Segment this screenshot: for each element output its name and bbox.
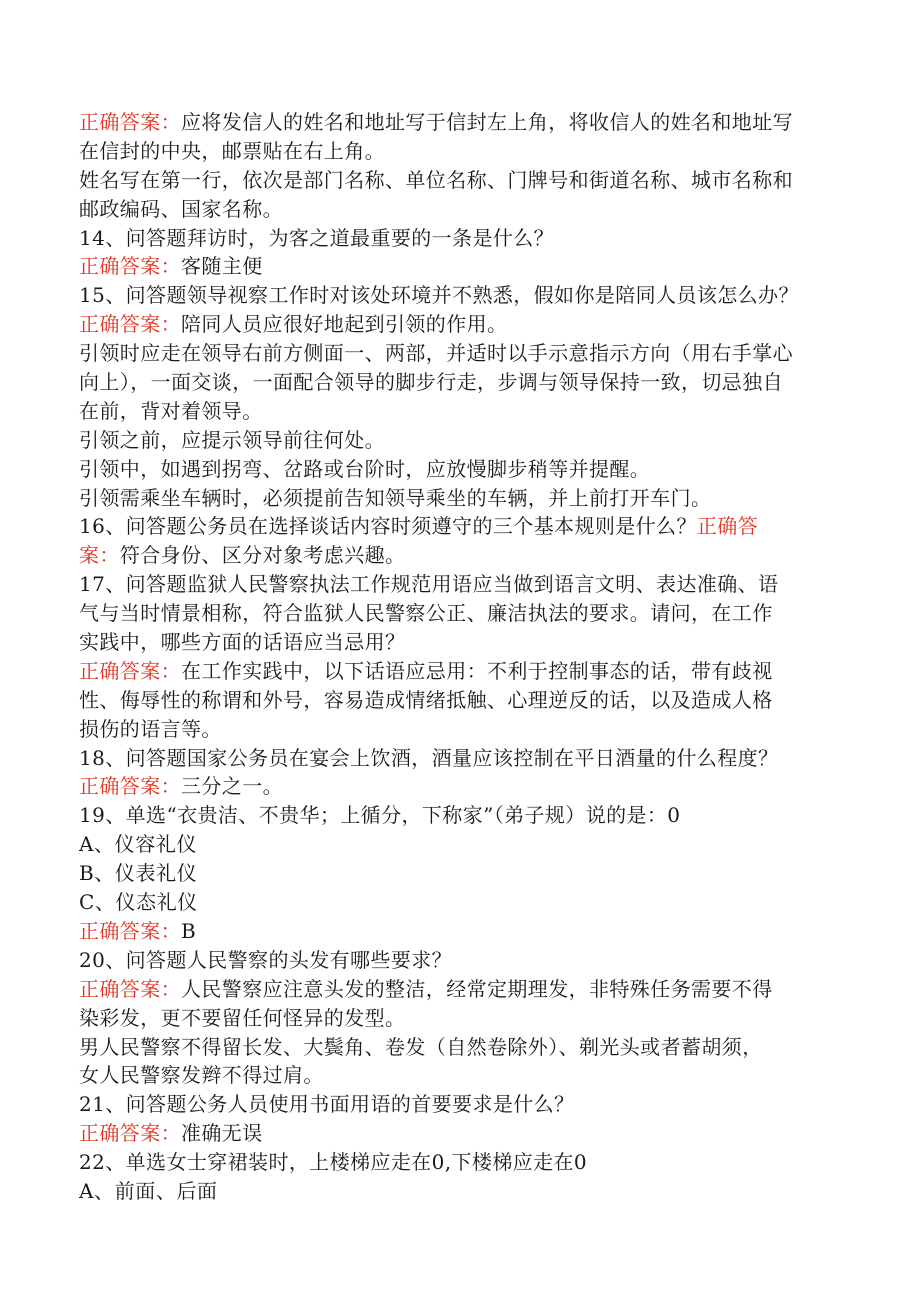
line-text: 陪同人员应很好地起到引领的作用。 <box>181 312 508 337</box>
answer-line <box>79 975 839 1004</box>
answer-line <box>79 917 839 946</box>
answer-label: 正确答案： <box>79 918 181 943</box>
line-text: 三分之一。 <box>181 774 283 799</box>
line-text: 姓名写在第一行，依次是部门名称、单位名称、门牌号和街道名称、城市名称和 <box>79 167 793 192</box>
text-line <box>79 744 839 773</box>
line-text: 气与当时情景相称，符合监狱人民警察公正、廉洁执法的要求。请问，在工作 <box>79 601 773 626</box>
answer-label: 正确答案： <box>79 1121 181 1146</box>
text-line <box>79 1090 839 1119</box>
line-text: 向上），一面交谈，一面配合领导的脚步行走，步调与领导保持一致，切忌独自 <box>79 370 783 395</box>
text-line <box>79 484 839 513</box>
text-line <box>79 224 839 253</box>
text-line <box>79 715 839 744</box>
line-text: 20、问答题人民警察的头发有哪些要求？ <box>79 947 453 972</box>
answer-label: 案： <box>79 543 120 568</box>
line-text: C、仪态礼仪 <box>79 890 198 915</box>
text-line <box>79 570 839 599</box>
line-text: 引领中，如遇到拐弯、岔路或台阶时，应放慢脚步稍等并提醒。 <box>79 456 651 481</box>
line-text: 应将发信人的姓名和地址写于信封左上角，将收信人的姓名和地址写 <box>181 110 793 134</box>
answer-label: 正确答案： <box>79 254 181 279</box>
line-text: A、仪容礼仪 <box>79 832 198 857</box>
text-line <box>79 166 839 195</box>
document-page <box>79 108 839 1206</box>
answer-label: 正确答 <box>696 514 759 539</box>
answer-label: 正确答案： <box>79 976 181 1001</box>
line-text: 损伤的语言等。 <box>79 716 222 741</box>
answer-line <box>79 772 839 801</box>
text-line <box>79 686 839 715</box>
line-text: 人民警察应注意头发的整洁，经常定期理发，非特殊任务需要不得 <box>181 976 773 1001</box>
text-line <box>79 1004 839 1033</box>
line-text: 14、问答题拜访时，为客之道最重要的一条是什么？ <box>79 225 555 250</box>
line-text: 21、问答题公务人员使用书面用语的首要要求是什么？ <box>79 1092 575 1117</box>
line-text: 15、问答题领导视察工作时对该处环境并不熟悉，假如你是陪同人员该怎么办？ <box>79 283 799 308</box>
line-text: 16、问答题公务员在选择谈话内容时须遵守的三个基本规则是什么？ <box>79 514 697 539</box>
text-line <box>79 1033 839 1062</box>
option-line <box>79 830 839 859</box>
line-text: 邮政编码、国家名称。 <box>79 196 283 221</box>
text-line <box>79 1148 839 1177</box>
option-line <box>79 859 839 888</box>
line-text: 在信封的中央，邮票贴在右上角。 <box>79 138 385 163</box>
answer-line <box>79 657 839 686</box>
line-text: 引领需乘坐车辆时，必须提前告知领导乘坐的车辆，并上前打开车门。 <box>79 485 712 510</box>
line-text: B <box>181 918 197 943</box>
line-text: 符合身份、区分对象考虑兴趣。 <box>119 543 406 568</box>
line-text: 女人民警察发辫不得过肩。 <box>79 1063 324 1088</box>
text-line <box>79 512 839 541</box>
text-line <box>79 137 839 166</box>
text-line <box>79 599 839 628</box>
line-text: 准确无误 <box>181 1121 263 1146</box>
line-text: 男人民警察不得留长发、大鬓角、卷发（自然卷除外）、剃光头或者蓄胡须， <box>79 1034 763 1059</box>
text-line <box>79 195 839 224</box>
text-line <box>79 801 839 830</box>
line-text: 引领之前，应提示领导前往何处。 <box>79 427 385 452</box>
answer-line <box>79 252 839 281</box>
line-text: 引领时应走在领导右前方侧面一、两部，并适时以手示意指示方向（用右手掌心 <box>79 341 793 366</box>
text-line <box>79 397 839 426</box>
line-text: 在前，背对着领导。 <box>79 398 263 423</box>
text-line <box>79 946 839 975</box>
line-text: B、仪表礼仪 <box>79 861 198 886</box>
line-text: 19、单选“衣贵洁、不贵华；上循分，下称家”（弟子规）说的是：0 <box>79 803 681 828</box>
text-line <box>79 628 839 657</box>
option-line <box>79 888 839 917</box>
answer-label: 正确答案： <box>79 312 181 337</box>
text-line <box>79 426 839 455</box>
line-text: 实践中，哪些方面的话语应当忌用？ <box>79 630 406 655</box>
answer-label: 正确答案： <box>79 658 181 683</box>
line-text: 在工作实践中，以下话语应忌用：不利于控制事态的话，带有歧视 <box>181 658 773 683</box>
answer-line <box>79 541 839 570</box>
text-line <box>79 1061 839 1090</box>
line-text: 18、问答题国家公务员在宴会上饮酒，酒量应该控制在平日酒量的什么程度？ <box>79 745 779 770</box>
answer-line <box>79 1119 839 1148</box>
line-text: 染彩发，更不要留任何怪异的发型。 <box>79 1005 406 1030</box>
line-text: 22、单选女士穿裙装时，上楼梯应走在0,下楼梯应走在0 <box>79 1150 588 1175</box>
text-line <box>79 455 839 484</box>
answer-label: 正确答案： <box>79 774 181 799</box>
answer-line <box>79 108 839 137</box>
line-text: A、前面、后面 <box>79 1178 218 1203</box>
line-text: 性、侮辱性的称谓和外号，容易造成情绪抵触、心理逆反的话，以及造成人格 <box>79 687 773 712</box>
answer-label: 正确答案： <box>79 110 181 134</box>
line-text: 17、问答题监狱人民警察执法工作规范用语应当做到语言文明、表达准确、语 <box>79 572 779 597</box>
text-line <box>79 339 839 368</box>
option-line <box>79 1177 839 1206</box>
answer-line <box>79 310 839 339</box>
text-line <box>79 281 839 310</box>
text-line <box>79 368 839 397</box>
line-text: 客随主便 <box>181 254 263 279</box>
